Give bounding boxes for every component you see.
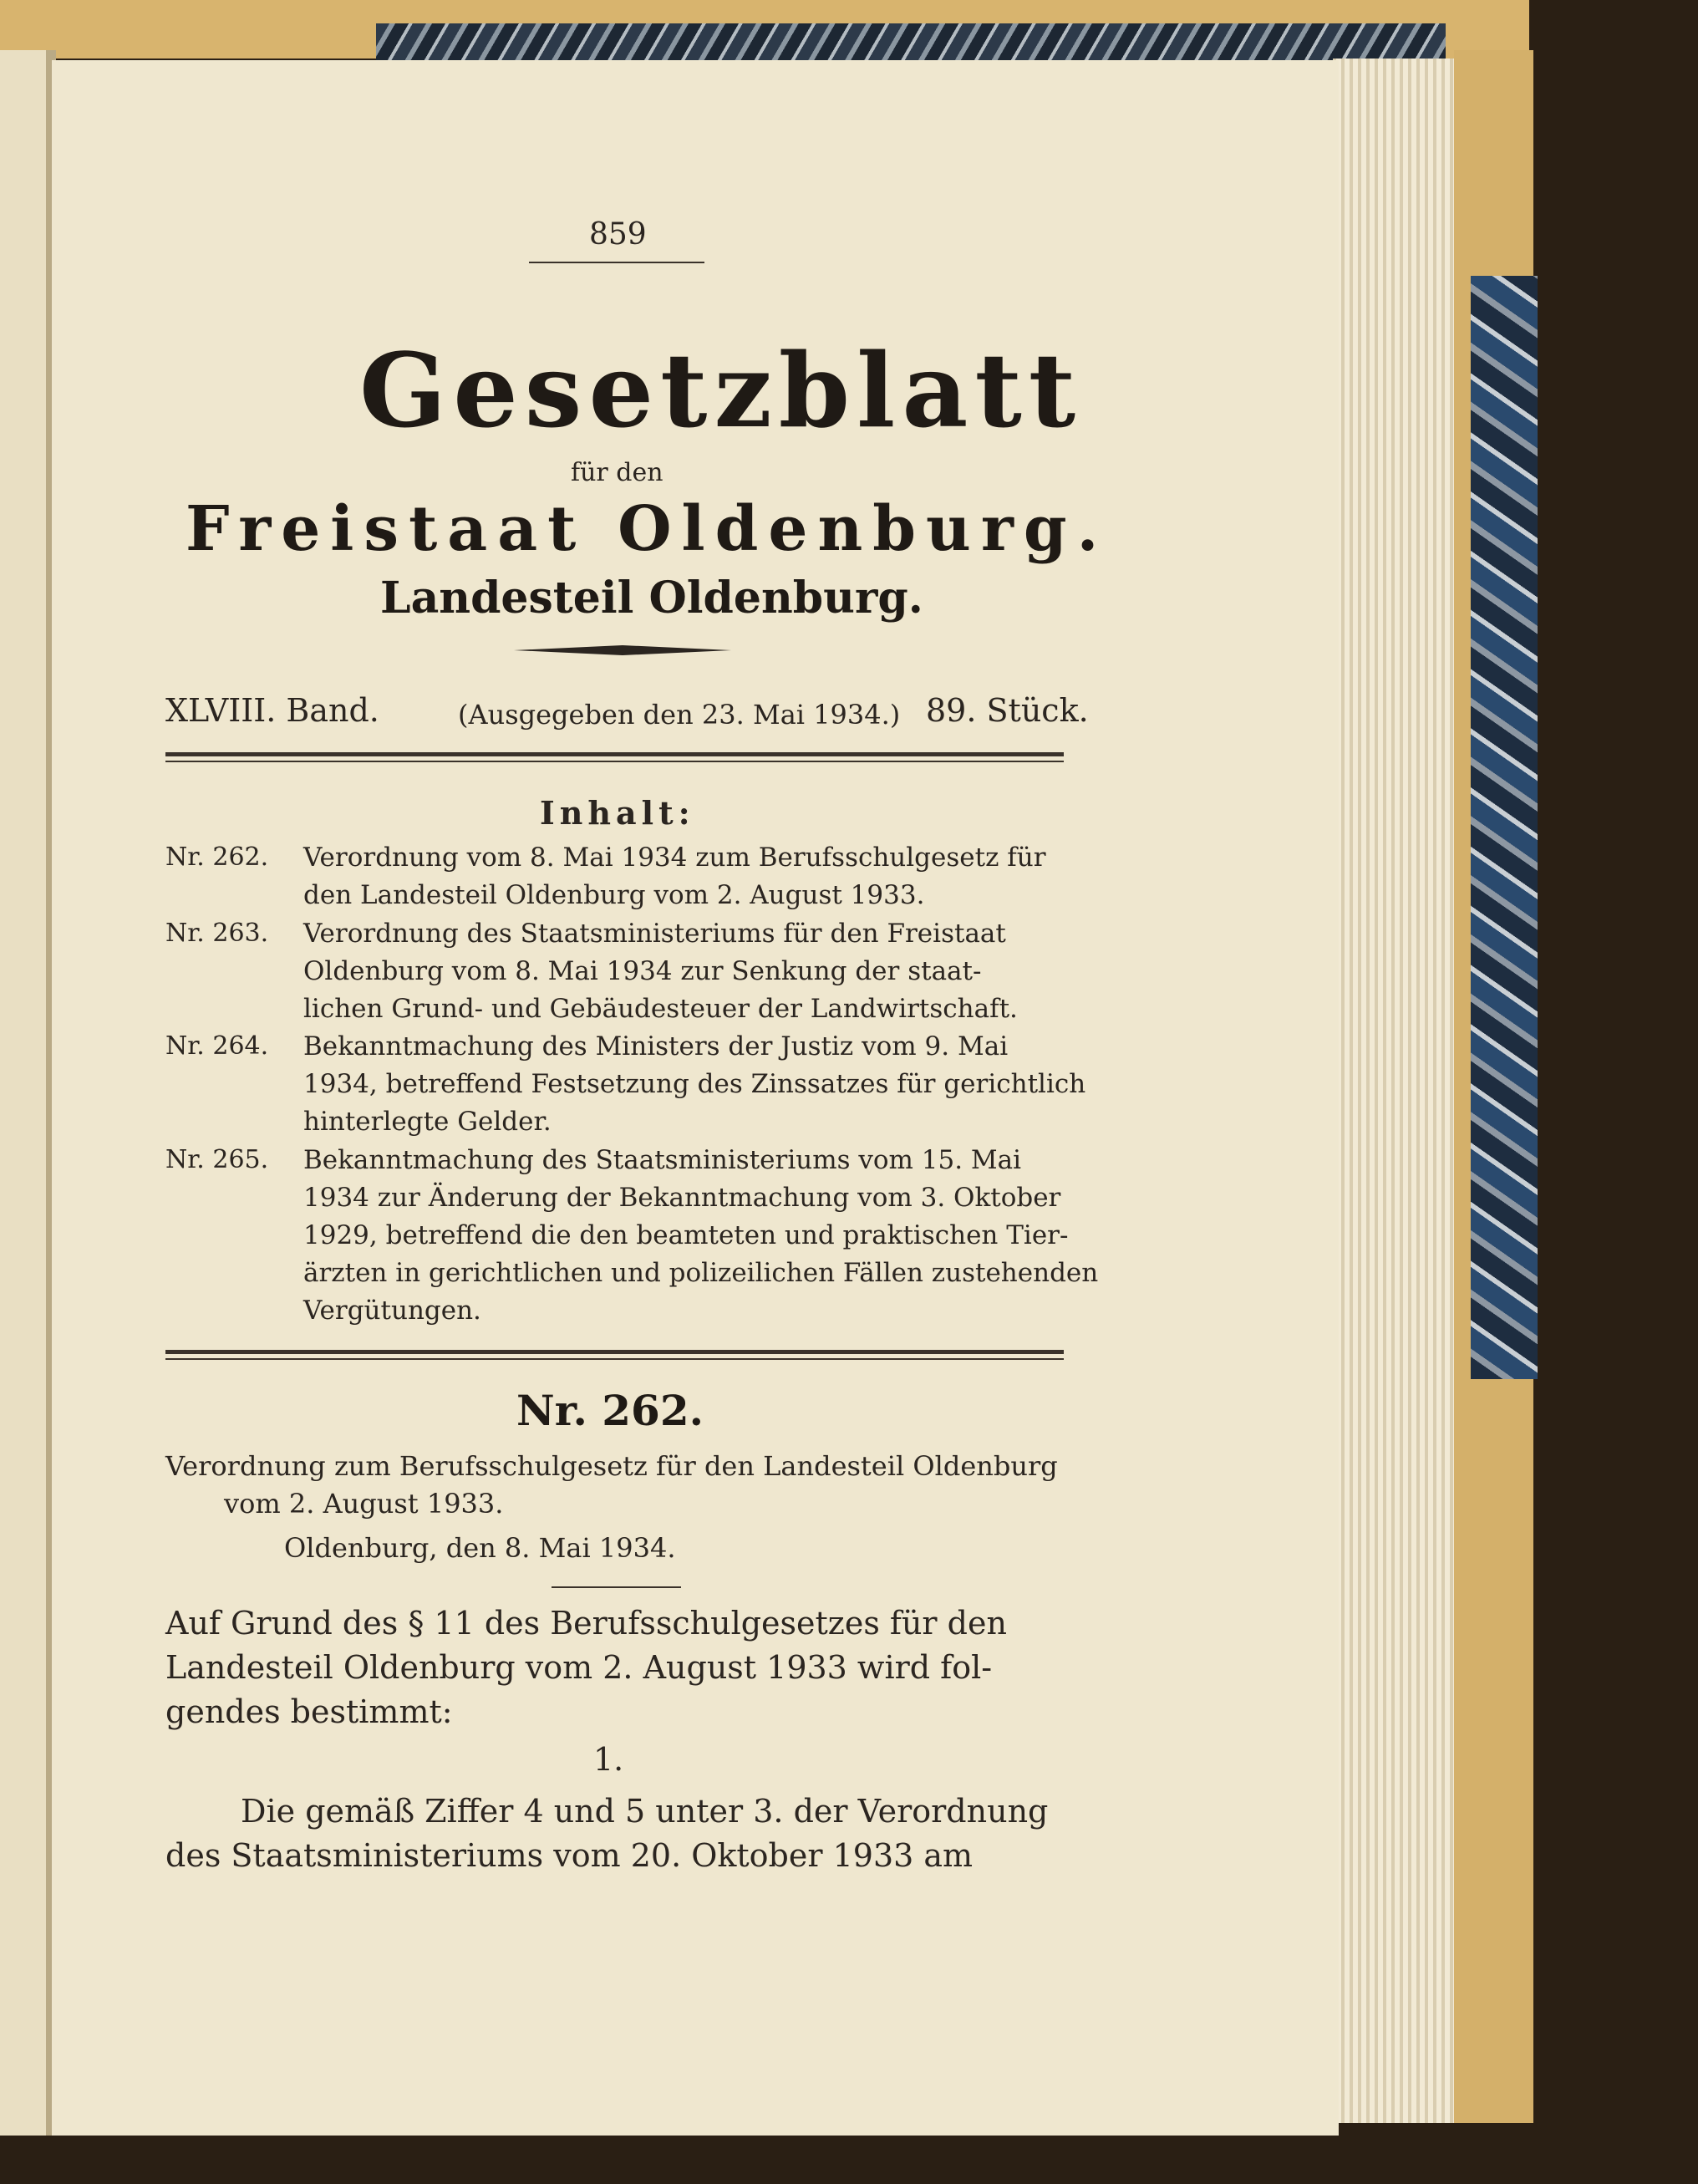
section-rule (552, 1586, 681, 1588)
contents-entry-line: Verordnung des Staatsministeriums für den Freistaat (303, 919, 1006, 949)
contents-entry-line: ärzten in gerichtlichen und polizeilichen Fällen zustehenden (303, 1258, 1099, 1288)
masthead-for-the: für den (571, 458, 663, 487)
page-number: 859 (589, 217, 647, 252)
scan-background-bottom (0, 2136, 1698, 2184)
section-place-date: Oldenburg, den 8. Mai 1934. (284, 1532, 676, 1564)
section-body-line: Auf Grund des § 11 des Berufsschulgesetzes für den (165, 1605, 1007, 1642)
section-body-line: Landesteil Oldenburg vom 2. August 1933 wird fol- (165, 1649, 993, 1686)
masthead-part: Landesteil Oldenburg. (380, 573, 923, 624)
contents-entry-line: hinterlegte Gelder. (303, 1107, 552, 1137)
contents-entry-line: 1934, betreffend Festsetzung des Zinssatzes für gerichtlich (303, 1069, 1086, 1099)
article-body-line: des Staatsministeriums vom 20. Oktober 1933 am (165, 1837, 974, 1874)
issue-double-rule-2 (165, 761, 1064, 762)
issue-piece: 89. Stück. (926, 692, 1089, 729)
marbled-cover-right (1471, 276, 1538, 1379)
contents-entry-line: Verordnung vom 8. Mai 1934 zum Berufsschulgesetz für (303, 843, 1046, 873)
ornamental-rule (514, 644, 731, 657)
contents-heading: Inhalt: (540, 794, 695, 832)
masthead-state: Freistaat Oldenburg. (186, 493, 1109, 565)
article-number: 1. (593, 1741, 624, 1778)
contents-entry-line: Vergütungen. (303, 1296, 481, 1326)
contents-entry-number: Nr. 265. (165, 1145, 269, 1174)
contents-entry-number: Nr. 262. (165, 843, 269, 872)
section-subtitle-line: vom 2. August 1933. (224, 1488, 504, 1520)
contents-entry-line: Bekanntmachung des Staatsministeriums vom 15. Mai (303, 1145, 1022, 1175)
section-body-line: gendes bestimmt: (165, 1693, 453, 1730)
left-page-edge (0, 50, 50, 2140)
issue-date: (Ausgegeben den 23. Mai 1934.) (458, 699, 901, 731)
article-body-line: Die gemäß Ziffer 4 und 5 unter 3. der Verordnung (241, 1793, 1049, 1830)
contents-entry-number: Nr. 263. (165, 919, 269, 948)
contents-double-rule-1 (165, 1350, 1064, 1354)
contents-entry-line: 1929, betreffend die den beamteten und praktischen Tier- (303, 1220, 1069, 1250)
page-stack-edge (1333, 59, 1458, 2123)
contents-double-rule-2 (165, 1358, 1064, 1360)
contents-entry-line: Oldenburg vom 8. Mai 1934 zur Senkung der staat- (303, 956, 982, 986)
contents-entry-line: 1934 zur Änderung der Bekanntmachung vom 3. Oktober (303, 1183, 1061, 1213)
page-number-rule (529, 262, 704, 263)
issue-double-rule-1 (165, 752, 1064, 756)
masthead-title: Gesetzblatt (359, 330, 1083, 451)
section-subtitle-line: Verordnung zum Berufsschulgesetz für den Landesteil Oldenburg (165, 1450, 1058, 1482)
contents-entry-line: lichen Grund- und Gebäudesteuer der Landwirtschaft. (303, 994, 1018, 1024)
contents-entry-number: Nr. 264. (165, 1031, 269, 1061)
issue-volume: XLVIII. Band. (165, 692, 379, 729)
section-heading: Nr. 262. (516, 1386, 704, 1435)
contents-entry-line: Bekanntmachung des Ministers der Justiz vom 9. Mai (303, 1031, 1009, 1061)
contents-entry-line: den Landesteil Oldenburg vom 2. August 1933. (303, 880, 925, 910)
